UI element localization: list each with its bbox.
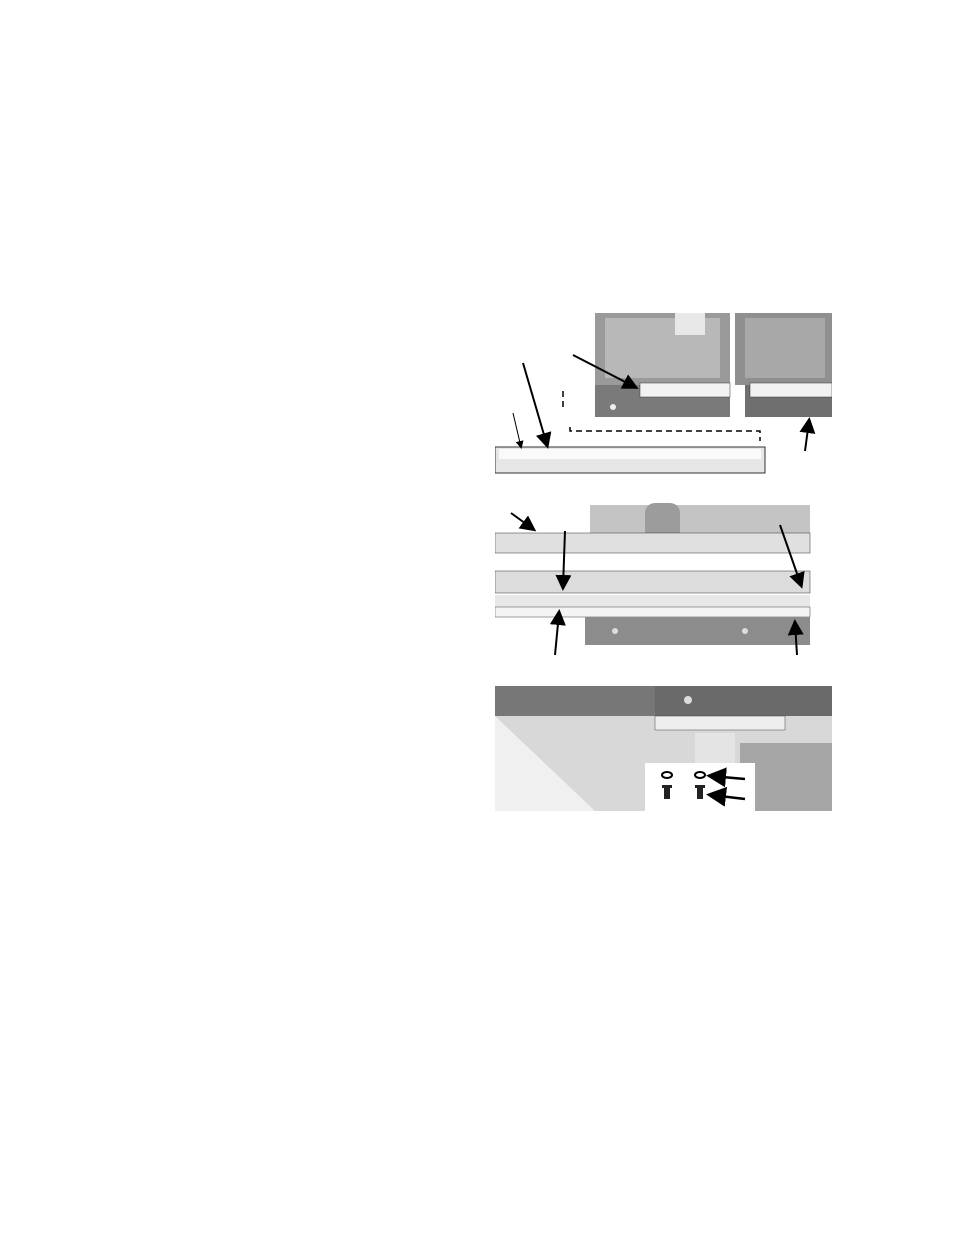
figure-16: [495, 313, 832, 811]
text-column: [112, 104, 468, 179]
panel-top: [495, 313, 832, 473]
panel-bottom: [495, 686, 832, 811]
